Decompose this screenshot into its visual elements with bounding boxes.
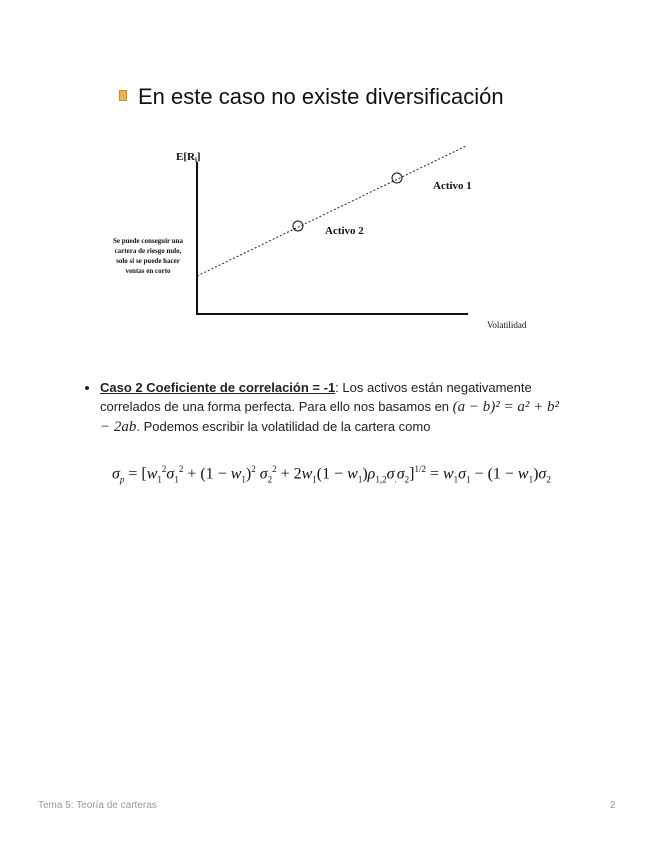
- case-2-text-1: : Los activos están negativamente correlados de una forma perfecta. Para ello nos basamos en: [100, 380, 532, 414]
- x-axis-label: Volatilidad: [487, 320, 527, 330]
- case-2-identity: (a − b)² = a² + b² − 2ab: [100, 399, 560, 435]
- page-heading: En este caso no existe diversificación: [138, 84, 504, 109]
- page-number: 2: [610, 800, 616, 811]
- y-axis-label: E[Ri]: [176, 151, 201, 164]
- case-2-lead: Caso 2 Coeficiente de correlación = -1: [100, 380, 336, 395]
- case-2-text-2: . Podemos escribir la volatilidad de la cartera como: [136, 419, 431, 434]
- risk-return-figure: [0, 0, 655, 360]
- activo-2-point: [293, 221, 303, 231]
- figure-side-note: Se puede conseguir una cartera de riesgo nulo, solo si se puede hacer ventas en corto: [112, 237, 184, 275]
- activo-1-label: Activo 1: [433, 180, 472, 192]
- portfolio-volatility-formula: $\sigma_p = [w_1^2\sigma_1^2 + (1 - w_1)^2$ $\sigma_2^2 + 2w_1(1 - w_1)\rho_{1,2}\sigma_.\sigma_2]^{1/2} = w_1\sigma_1 - (1 - w_1)\sigma_2$: [112, 464, 551, 485]
- activo-2-label: Activo 2: [325, 225, 364, 237]
- case-2-item: [100, 378, 564, 437]
- frontier-line: [197, 146, 466, 276]
- footer-title: Tema 5: Teoría de carteras: [38, 800, 157, 811]
- case-list: [84, 378, 564, 437]
